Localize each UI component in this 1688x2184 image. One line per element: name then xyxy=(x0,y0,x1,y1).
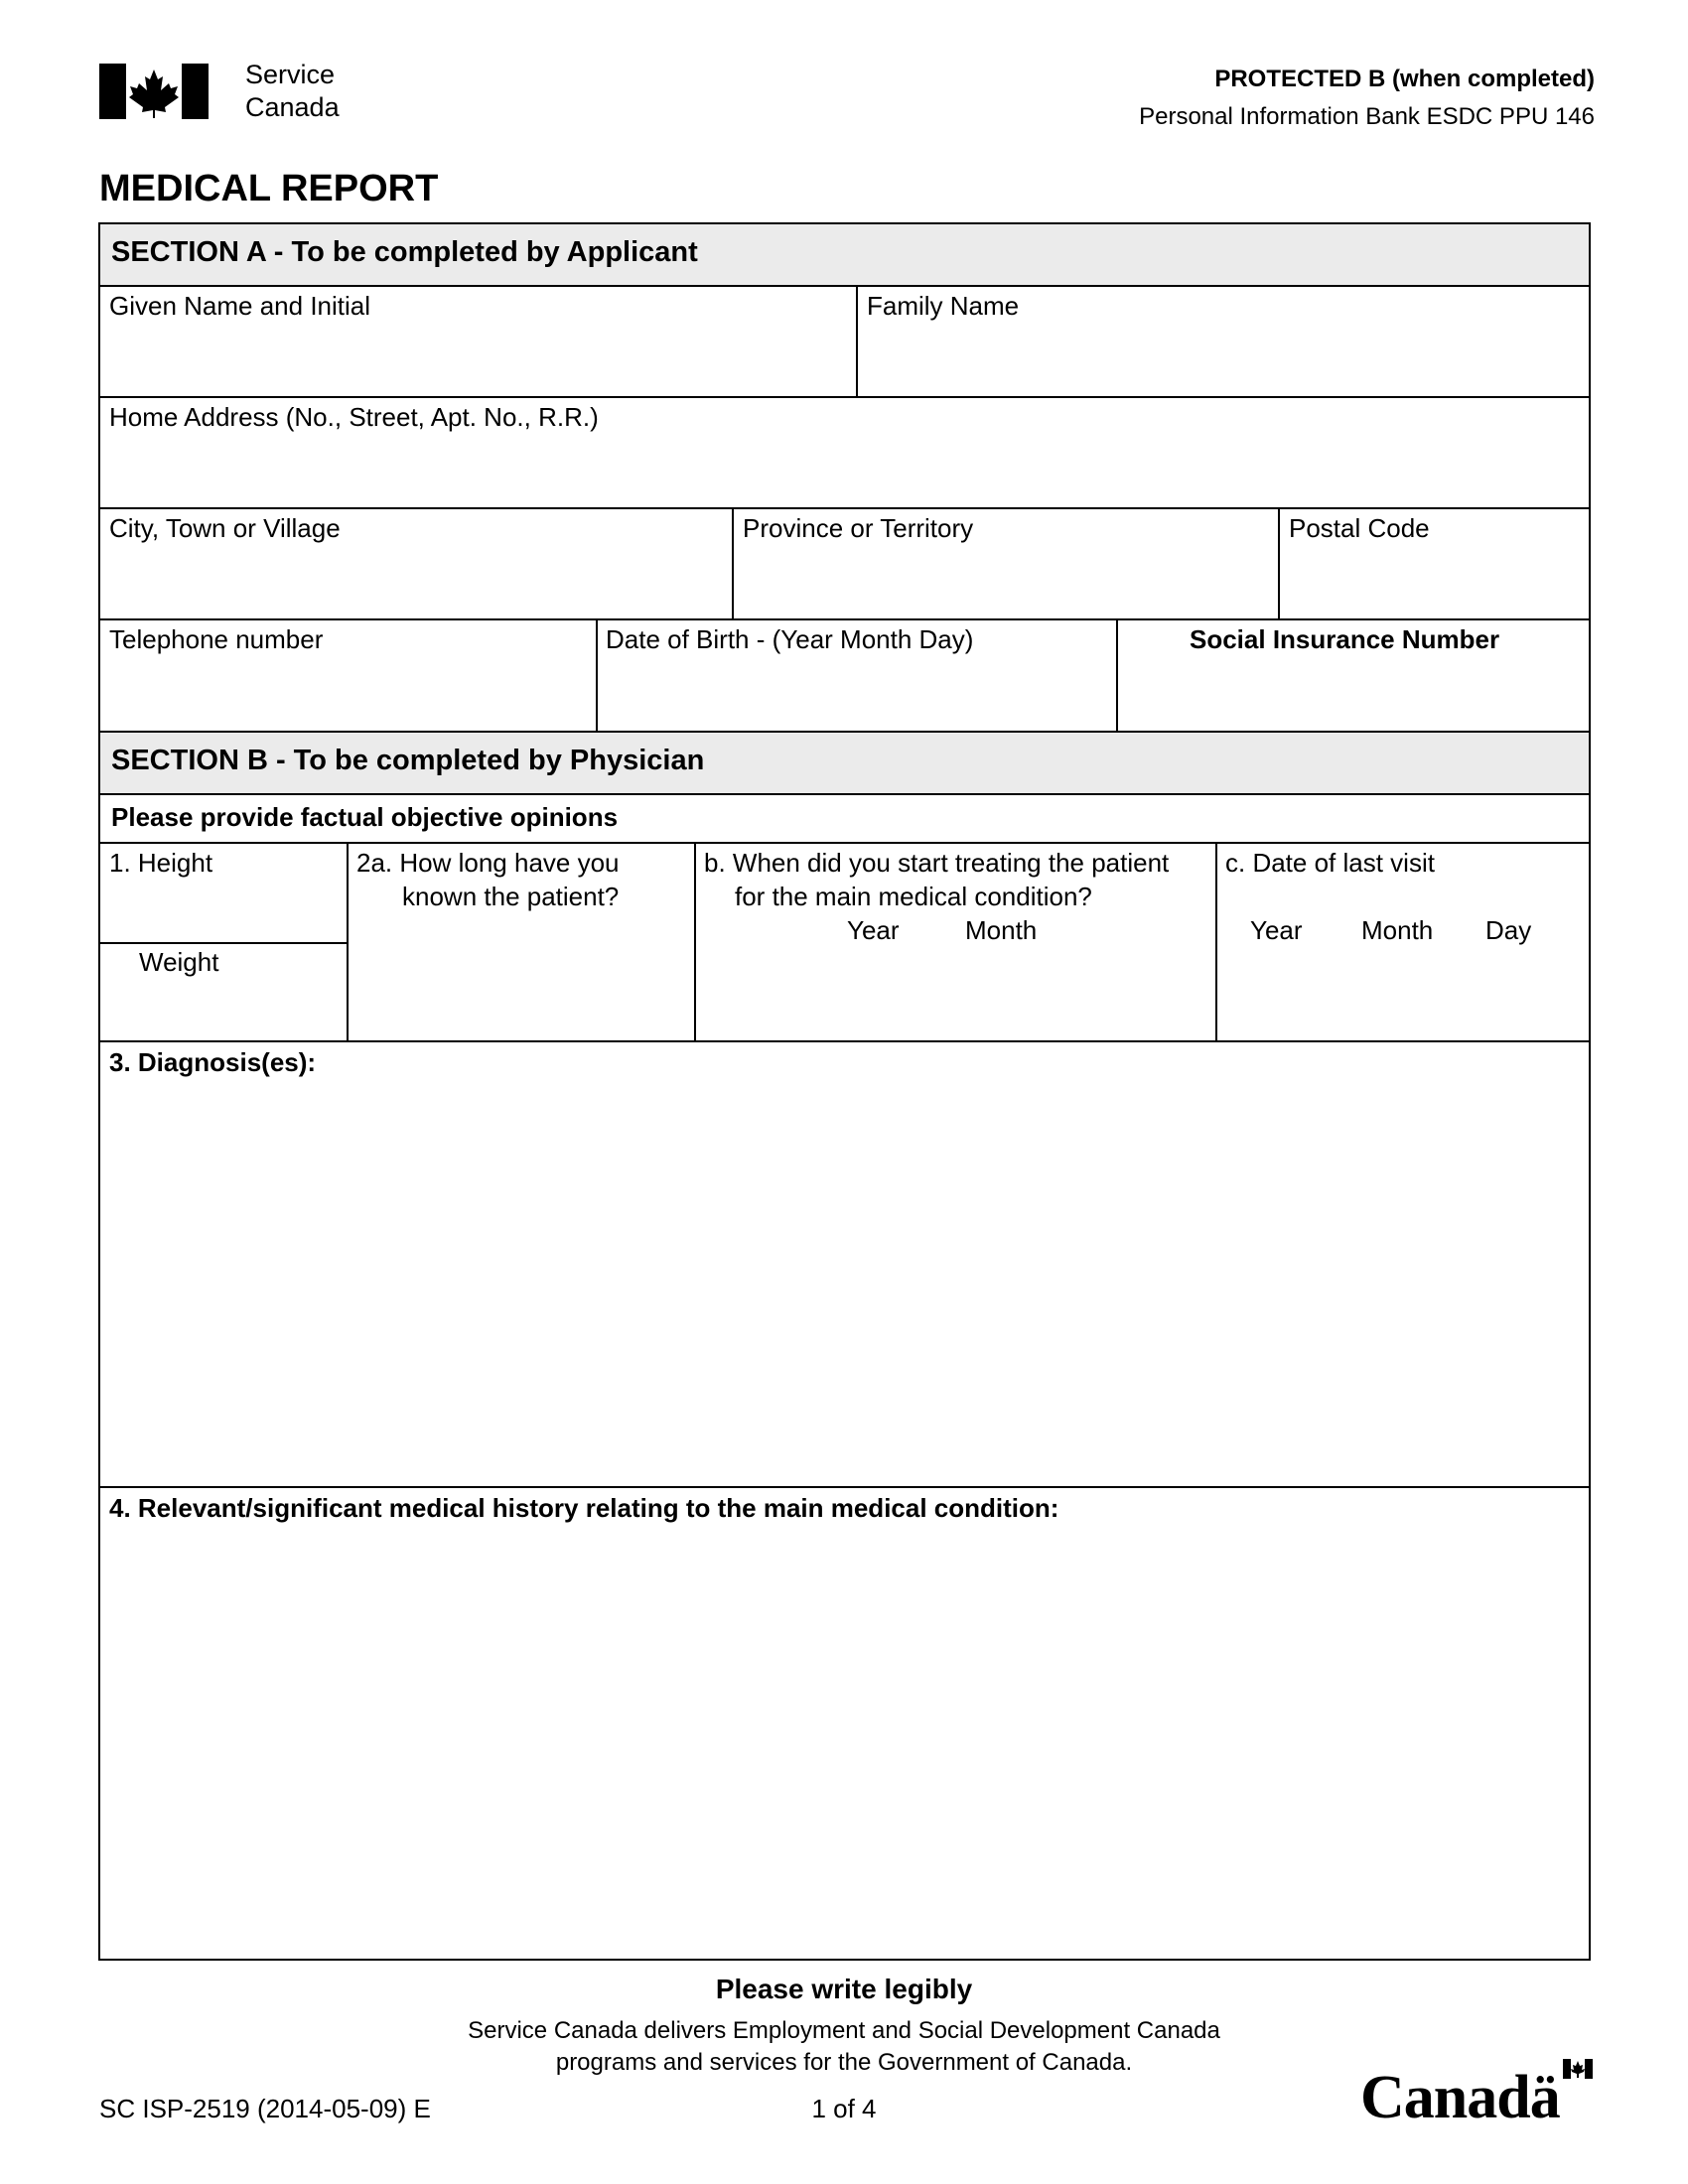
city-field[interactable] xyxy=(107,550,723,610)
family-name-label: Family Name xyxy=(867,291,1020,321)
medical-history-field[interactable] xyxy=(107,1531,1580,1950)
postal-code-field[interactable] xyxy=(1287,550,1580,610)
postal-code-label: Postal Code xyxy=(1289,513,1430,543)
province-label: Province or Territory xyxy=(743,513,974,543)
section-b-heading: SECTION B - To be completed by Physician xyxy=(111,745,705,776)
home-address-field[interactable] xyxy=(107,439,1580,498)
date-of-birth-label: Date of Birth - (Year Month Day) xyxy=(606,624,974,654)
home-address-label: Home Address (No., Street, Apt. No., R.R.) xyxy=(109,402,599,432)
height-field[interactable] xyxy=(107,886,338,935)
org-name-line1: Service xyxy=(245,60,336,89)
instruction-text: Please provide factual objective opinions xyxy=(111,802,619,832)
canada-wordmark xyxy=(1360,2059,1593,2131)
given-name-field[interactable] xyxy=(107,328,847,387)
telephone-field[interactable] xyxy=(107,661,584,721)
protected-b-label: PROTECTED B (when completed) xyxy=(1214,66,1595,92)
province-field[interactable] xyxy=(741,550,1267,610)
last-visit-field[interactable] xyxy=(1225,955,1581,1034)
weight-label: Weight xyxy=(139,947,219,977)
weight-field[interactable] xyxy=(107,985,338,1034)
q2b-label-line2: for the main medical condition? xyxy=(735,882,1092,911)
info-bank-label: Personal Information Bank ESDC PPU 146 xyxy=(1139,103,1595,130)
telephone-label: Telephone number xyxy=(109,624,324,654)
medical-history-label: 4. Relevant/significant medical history relating to the main medical condition: xyxy=(109,1493,1059,1523)
given-name-label: Given Name and Initial xyxy=(109,291,371,321)
height-label: 1. Height xyxy=(109,848,213,878)
q2c-month-label: Month xyxy=(1361,915,1434,945)
known-duration-field[interactable] xyxy=(356,923,684,1032)
diagnosis-field[interactable] xyxy=(107,1084,1580,1479)
diagnosis-label: 3. Diagnosis(es): xyxy=(109,1047,317,1077)
org-name-line2: Canada xyxy=(245,92,340,122)
service-canada-notice-line2: programs and services for the Government of Canada. xyxy=(555,2049,1133,2076)
treatment-start-field[interactable] xyxy=(704,955,1205,1034)
q2b-label-line1: b. When did you start treating the patient xyxy=(704,848,1170,878)
canada-wordmark-text: Canadä xyxy=(1360,2064,1560,2131)
q2b-year-label: Year xyxy=(847,915,900,945)
q2a-label-line1: 2a. How long have you xyxy=(356,848,620,878)
q2a-label-line2: known the patient? xyxy=(402,882,620,911)
page-title: MEDICAL REPORT xyxy=(99,168,439,209)
service-canada-notice-line1: Service Canada delivers Employment and Social Development Canada xyxy=(468,2017,1220,2044)
q2c-day-label: Day xyxy=(1485,915,1532,945)
family-name-field[interactable] xyxy=(865,328,1580,387)
section-a-heading: SECTION A - To be completed by Applicant xyxy=(111,236,698,268)
canada-flag-logo xyxy=(99,64,209,119)
city-label: City, Town or Village xyxy=(109,513,341,543)
form-identifier: SC ISP-2519 (2014-05-09) E xyxy=(99,2094,431,2123)
q2b-month-label: Month xyxy=(965,915,1038,945)
date-of-birth-field[interactable] xyxy=(604,661,1105,721)
q2c-year-label: Year xyxy=(1250,915,1303,945)
sin-label: Social Insurance Number xyxy=(1190,624,1500,654)
sin-field[interactable] xyxy=(1126,661,1578,721)
wordmark-flag-icon xyxy=(1563,2059,1593,2079)
page-number: 1 of 4 xyxy=(811,2094,877,2123)
maple-leaf-icon xyxy=(99,64,209,119)
write-legibly-text: Please write legibly xyxy=(715,1974,973,2004)
q2c-label: c. Date of last visit xyxy=(1225,848,1435,878)
